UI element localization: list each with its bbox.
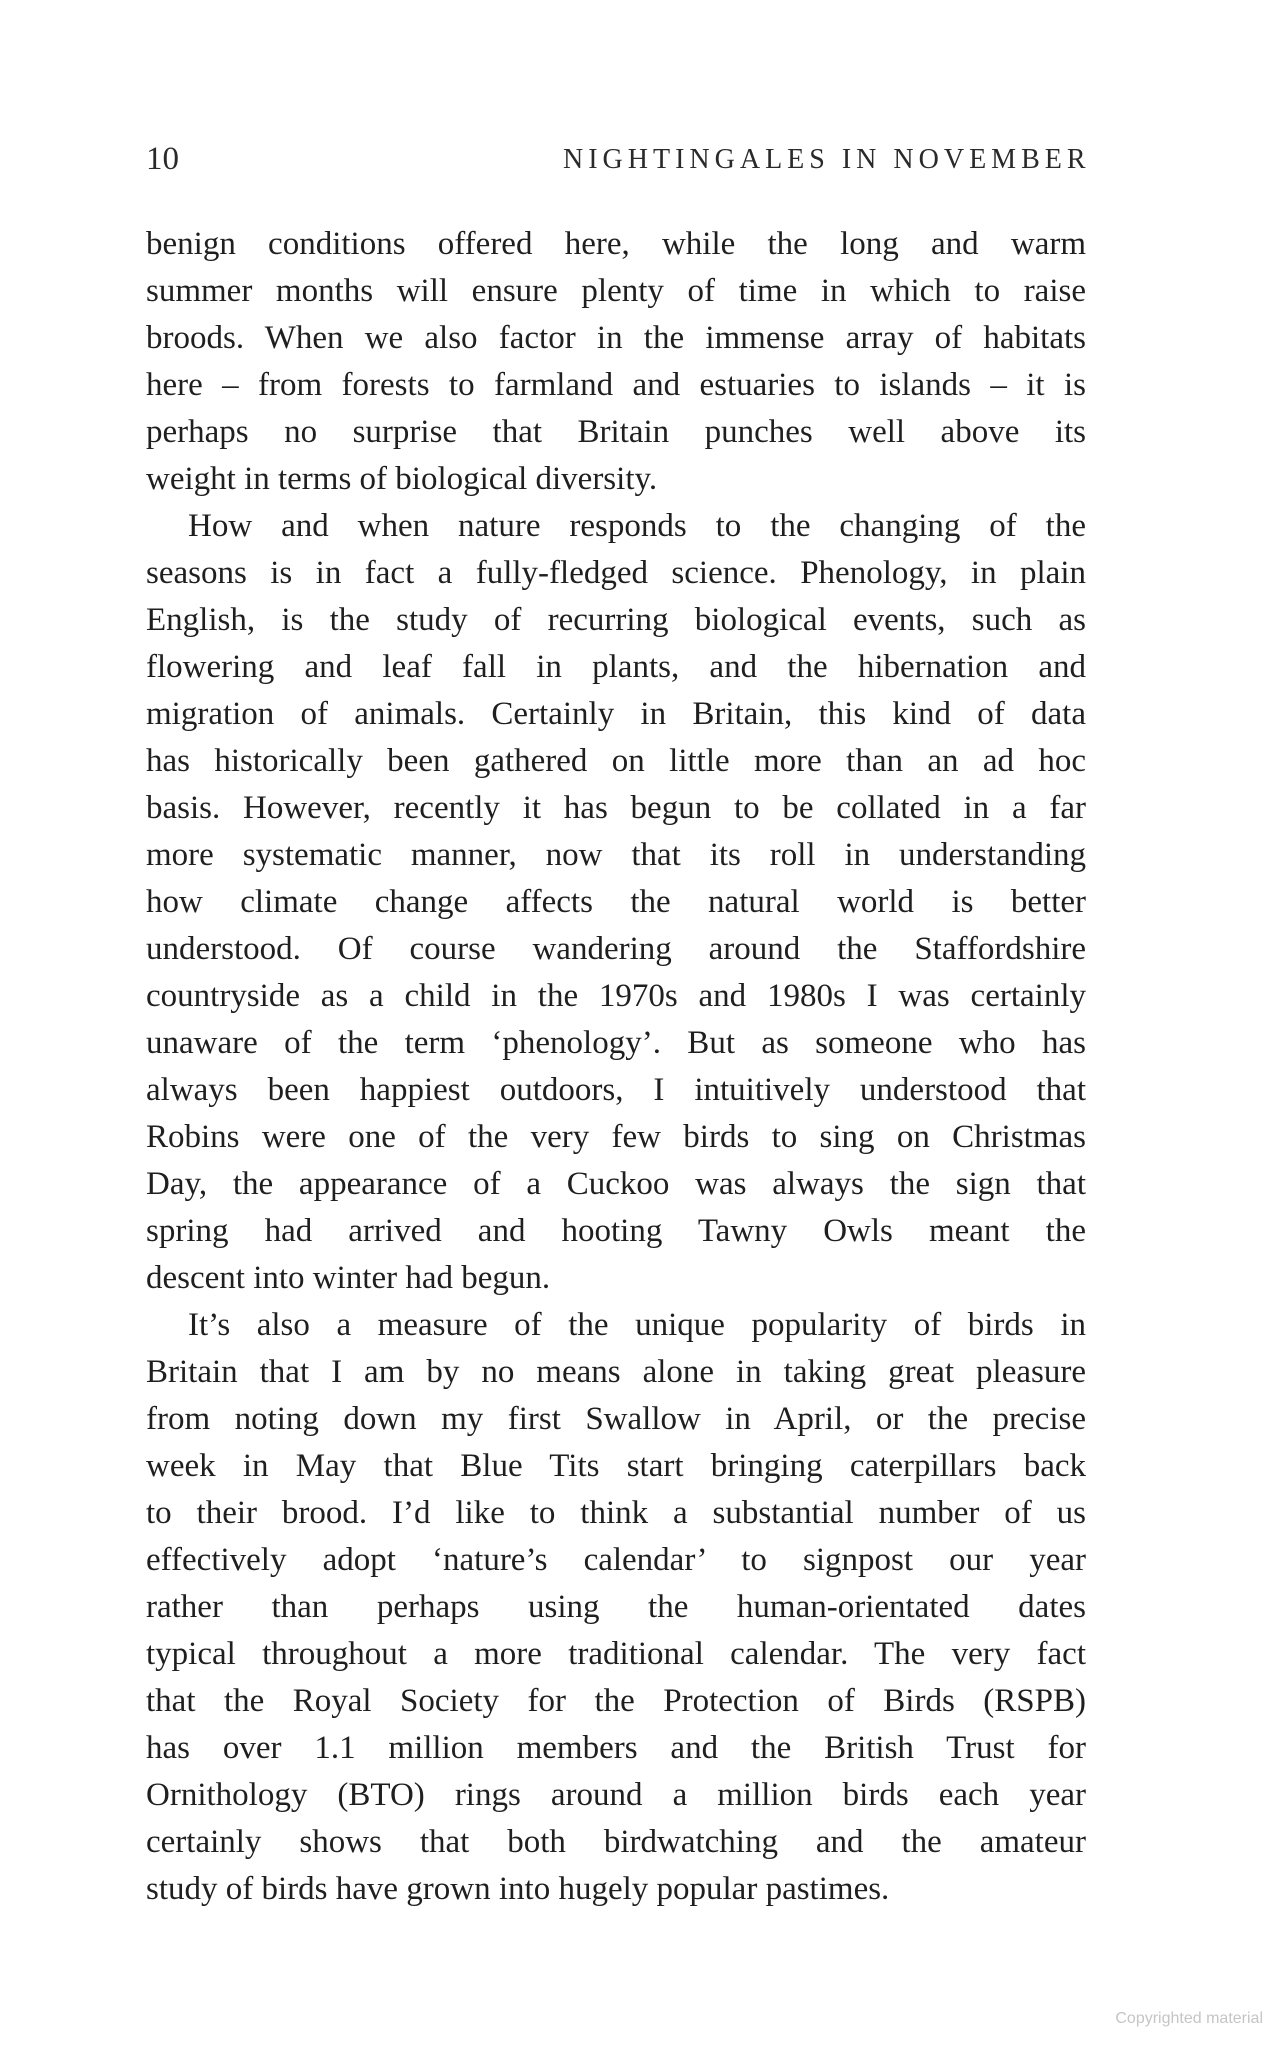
text-line: descent into winter had begun. — [146, 1260, 551, 1296]
text-line: It’s also a measure of the unique popularity of birds in — [188, 1307, 1086, 1343]
text-line: spring had arrived and hooting Tawny Owls meant the — [146, 1213, 1086, 1249]
text-line: has over 1.1 million members and the British Trust for — [146, 1730, 1086, 1766]
text-line: summer months will ensure plenty of time in which to raise — [146, 273, 1086, 309]
watermark: Copyrighted material — [1115, 2010, 1263, 2027]
text-line: countryside as a child in the 1970s and 1980s I was certainly — [146, 978, 1086, 1014]
text-line: English, is the study of recurring biological events, such as — [146, 602, 1086, 638]
text-line: rather than perhaps using the human-orientated dates — [146, 1589, 1086, 1625]
text-line: weight in terms of biological diversity. — [146, 461, 658, 497]
text-line: here – from forests to farmland and estuaries to islands – it is — [146, 367, 1086, 403]
text-line: that the Royal Society for the Protection of Birds (RSPB) — [146, 1683, 1086, 1719]
text-line: How and when nature responds to the changing of the — [188, 508, 1086, 544]
text-line: to their brood. I’d like to think a substantial number of us — [146, 1495, 1086, 1531]
text-line: perhaps no surprise that Britain punches well above its — [146, 414, 1086, 450]
text-line: migration of animals. Certainly in Britain, this kind of data — [146, 696, 1086, 732]
text-line: flowering and leaf fall in plants, and the hibernation and — [146, 649, 1086, 685]
body-text — [146, 221, 1086, 1913]
text-line: always been happiest outdoors, I intuitively understood that — [146, 1072, 1086, 1108]
text-line: from noting down my first Swallow in April, or the precise — [146, 1401, 1086, 1437]
text-line: certainly shows that both birdwatching and the amateur — [146, 1824, 1086, 1860]
text-line: understood. Of course wandering around the Staffordshire — [146, 931, 1086, 967]
page-number: 10 — [146, 141, 179, 177]
text-line: Day, the appearance of a Cuckoo was always the sign that — [146, 1166, 1086, 1202]
text-line: effectively adopt ‘nature’s calendar’ to signpost our year — [146, 1542, 1086, 1578]
text-line: week in May that Blue Tits start bringing caterpillars back — [146, 1448, 1086, 1484]
text-line: more systematic manner, now that its roll in understanding — [146, 837, 1086, 873]
text-line: Britain that I am by no means alone in taking great pleasure — [146, 1354, 1086, 1390]
text-line: broods. When we also factor in the immense array of habitats — [146, 320, 1086, 356]
text-line: has historically been gathered on little more than an ad hoc — [146, 743, 1086, 779]
text-line: benign conditions offered here, while the long and warm — [146, 226, 1086, 262]
text-line: typical throughout a more traditional calendar. The very fact — [146, 1636, 1086, 1672]
text-line: study of birds have grown into hugely popular pastimes. — [146, 1871, 890, 1907]
text-line: unaware of the term ‘phenology’. But as someone who has — [146, 1025, 1086, 1061]
text-line: seasons is in fact a fully-fledged science. Phenology, in plain — [146, 555, 1086, 591]
running-head: NIGHTINGALES IN NOVEMBER — [563, 144, 1091, 175]
text-line: how climate change affects the natural world is better — [146, 884, 1086, 920]
text-line: Ornithology (BTO) rings around a million birds each year — [146, 1777, 1086, 1813]
text-line: Robins were one of the very few birds to sing on Christmas — [146, 1119, 1086, 1155]
text-line: basis. However, recently it has begun to be collated in a far — [146, 790, 1086, 826]
